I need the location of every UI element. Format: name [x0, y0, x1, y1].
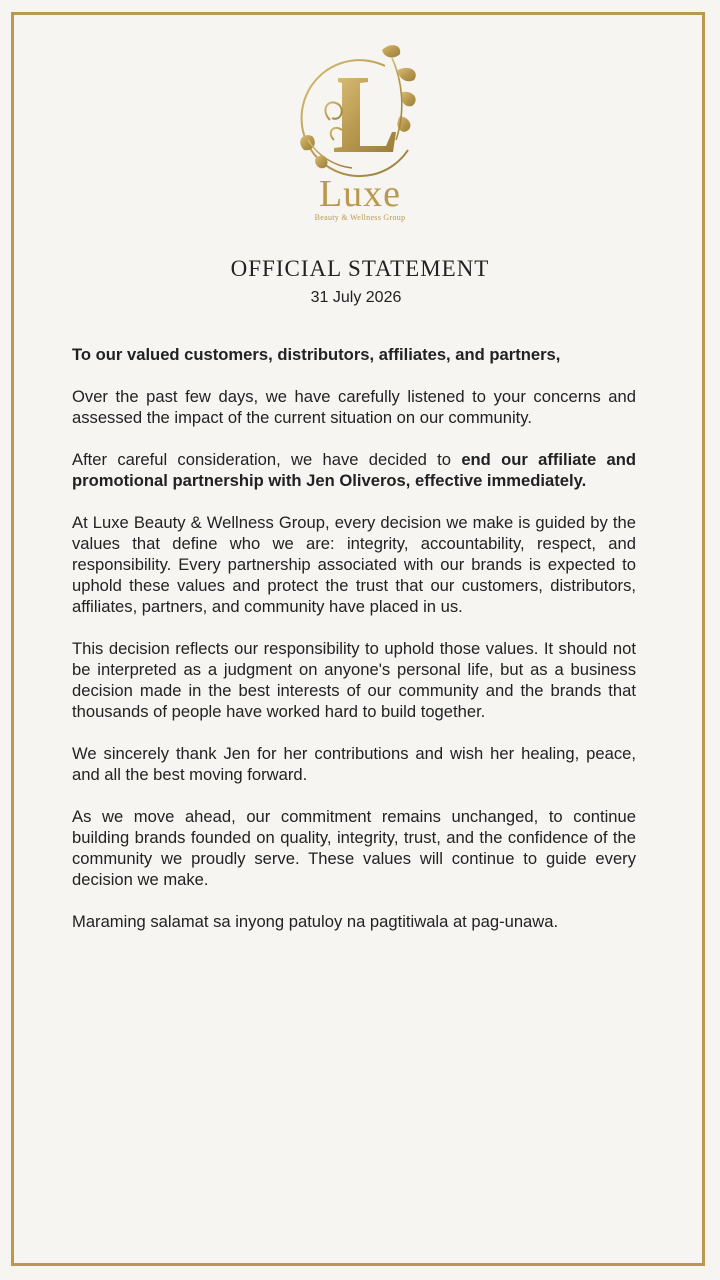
paragraph-2: [72, 449, 636, 491]
paragraph-2-emphasis: end our affiliate and promotional partnership with Jen Oliveros, effective immediately.: [72, 450, 636, 490]
statement-title: OFFICIAL STATEMENT: [230, 256, 490, 281]
paragraph-2-intro: After careful consideration, we have decided to: [72, 450, 462, 469]
paragraph-4: This decision reflects our responsibility to uphold those values. It should not be interpreted as a judgment on anyone's personal life, but as a business decision made in the best interests of our community and the brands that thousands of people have worked hard to build together.: [72, 639, 636, 721]
paragraph-7: Maraming salamat sa inyong patuloy na pagtitiwala at pag-unawa.: [72, 912, 559, 931]
paragraph-1: Over the past few days, we have carefully listened to your concerns and assessed the impact of the current situation on our community.: [72, 387, 636, 427]
statement-body: [72, 344, 636, 953]
paragraph-5: We sincerely thank Jen for her contributions and wish her healing, peace, and all the best moving forward.: [72, 744, 636, 784]
brand-tagline: Beauty & Wellness Group: [314, 213, 406, 222]
greeting: To our valued customers, distributors, affiliates, and partners,: [72, 345, 561, 364]
paragraph-3: At Luxe Beauty & Wellness Group, every decision we make is guided by the values that define who we are: integrity, accountability, respect, and responsibility. Every partnership associated with our brands is expected to uphold these values and protect the trust that our customers, distributors, affiliates, partners, and community have placed in us.: [72, 513, 636, 616]
paragraph-6: As we move ahead, our commitment remains unchanged, to continue building brands founded on quality, integrity, trust, and the confidence of the community we proudly serve. These values will continue to guide every decision we make.: [72, 807, 636, 889]
brand-name: Luxe: [318, 173, 402, 215]
statement-date: 31 July 2026: [310, 289, 402, 306]
